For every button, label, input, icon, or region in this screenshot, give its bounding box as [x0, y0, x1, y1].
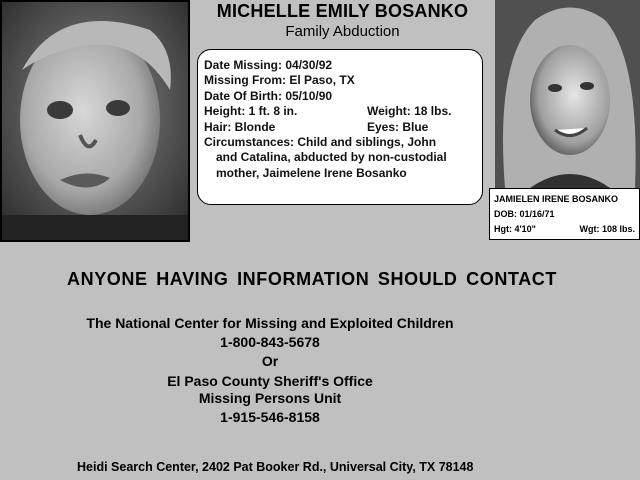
missing-from: Missing From: El Paso, TX — [204, 73, 355, 88]
date-missing: Date Missing: 04/30/92 — [204, 58, 333, 72]
eyes: Eyes: Blue — [367, 119, 429, 134]
height: Height: 1 ft. 8 in. — [204, 104, 298, 119]
contact-org-ncmec: The National Center for Missing and Exploited Children — [86, 315, 454, 331]
date-of-birth: Date Of Birth: 05/10/90 — [204, 88, 333, 103]
case-type: Family Abduction — [285, 23, 400, 40]
child-photo — [0, 0, 190, 242]
contact-heading: ANYONE HAVING INFORMATION SHOULD CONTACT — [67, 269, 557, 289]
circumstances-line-2: and Catalina, abducted by non-custodial — [216, 150, 447, 165]
contact-org-sheriff: El Paso County Sheriff's Office — [167, 373, 373, 389]
height-weight-row — [204, 104, 476, 119]
mother-height-weight-row — [494, 222, 635, 237]
mother-name: JAMIELEN IRENE BOSANKO — [494, 194, 619, 204]
child-details-box — [197, 49, 483, 205]
hair-eyes-row — [204, 120, 476, 135]
hair: Hair: Blonde — [204, 119, 276, 134]
mother-details-box — [489, 188, 640, 240]
circumstances — [204, 135, 476, 181]
missing-child-name: MICHELLE EMILY BOSANKO — [216, 1, 469, 21]
contact-phone-sheriff: 1-915-546-8158 — [220, 409, 320, 425]
contact-unit: Missing Persons Unit — [198, 390, 342, 406]
circumstances-line-3: mother, Jaimelene Irene Bosanko — [216, 165, 407, 180]
mother-photo — [495, 0, 640, 188]
mother-weight: Wgt: 108 lbs. — [579, 224, 635, 234]
contact-or: Or — [261, 353, 279, 369]
weight: Weight: 18 lbs. — [367, 104, 452, 119]
mother-height: Hgt: 4'10" — [494, 224, 536, 234]
footer-address: Heidi Search Center, 2402 Pat Booker Rd., Universal City, TX 78148 — [77, 460, 474, 474]
circumstances-line-1: Circumstances: Child and siblings, John — [204, 135, 437, 150]
contact-phone-ncmec: 1-800-843-5678 — [220, 334, 320, 350]
mother-dob: DOB: 01/16/71 — [494, 209, 555, 219]
